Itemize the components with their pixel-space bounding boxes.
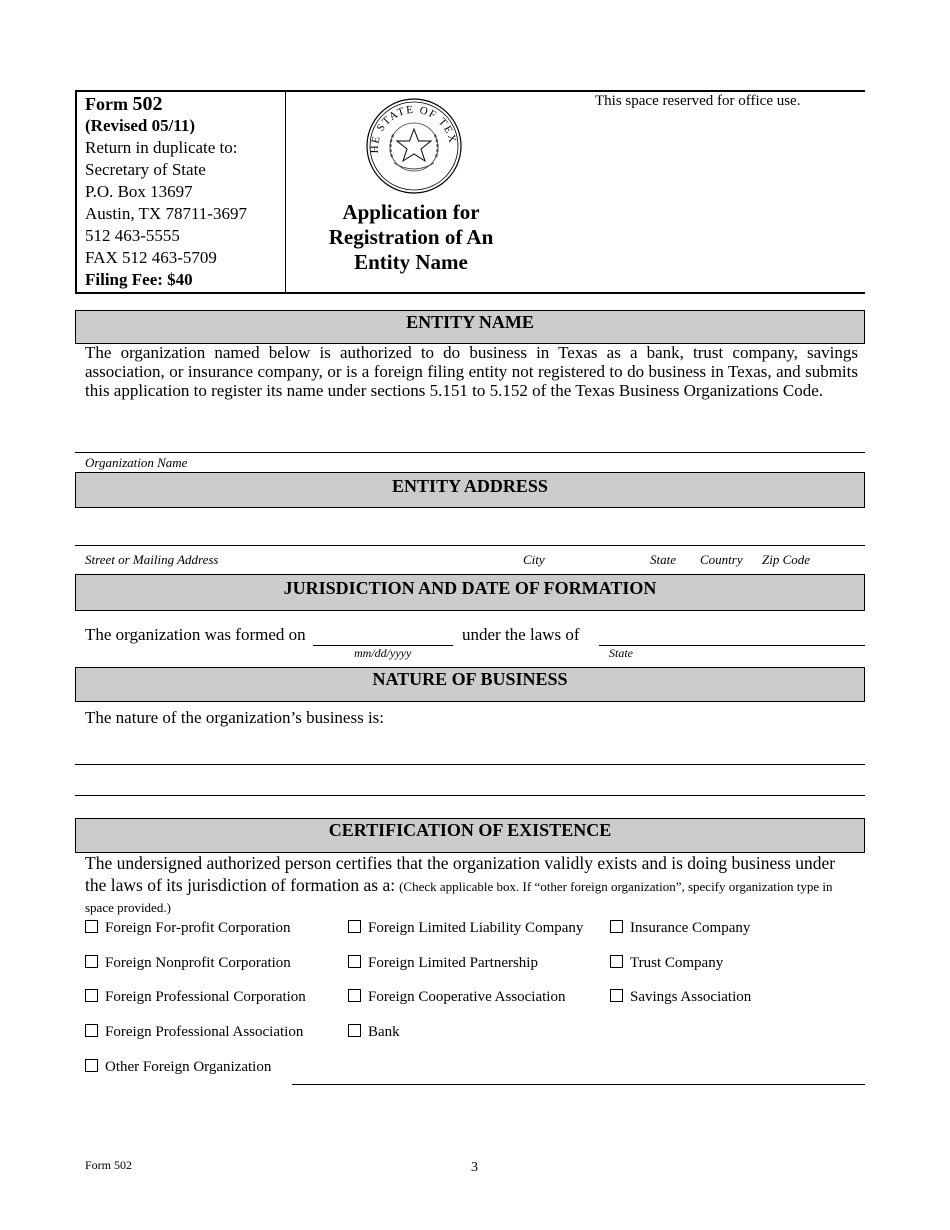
- formation-state-field[interactable]: [599, 645, 865, 646]
- title-line: Registration of An: [328, 225, 494, 249]
- checkbox-label: Foreign Professional Corporation: [105, 989, 306, 1005]
- form-label: Form: [85, 94, 128, 114]
- header-left-border: [75, 91, 77, 292]
- form-title: [300, 200, 522, 275]
- header-divider: [285, 91, 286, 292]
- checkbox-foreign-prof-assoc[interactable]: [85, 1024, 303, 1041]
- title-line: Application for: [342, 200, 480, 224]
- revised-date: (Revised 05/11): [85, 116, 196, 135]
- header-top-rule: [75, 90, 865, 92]
- checkbox-icon[interactable]: [85, 955, 98, 968]
- nature-field-line-2[interactable]: [75, 795, 865, 796]
- checkbox-label: Trust Company: [630, 955, 724, 971]
- city-label: City: [523, 552, 545, 567]
- certification-heading: CERTIFICATION OF EXISTENCE: [75, 818, 865, 853]
- address-field[interactable]: [75, 545, 865, 546]
- checkbox-bank[interactable]: [348, 1024, 400, 1041]
- checkbox-label: Foreign Limited Liability Company: [368, 920, 584, 936]
- zip-label: Zip Code: [762, 552, 811, 567]
- formation-state-label: State: [609, 646, 633, 660]
- jurisdiction-heading: JURISDICTION AND DATE OF FORMATION: [75, 574, 865, 611]
- return-line: P.O. Box 13697: [85, 182, 193, 201]
- checkbox-foreign-nonprofit[interactable]: [85, 955, 291, 972]
- checkbox-foreign-prof-corp[interactable]: [85, 989, 306, 1006]
- checkbox-icon[interactable]: [85, 920, 98, 933]
- texas-seal-icon: [364, 97, 464, 195]
- checkbox-icon[interactable]: [85, 1024, 98, 1037]
- other-organization-type-field[interactable]: [292, 1084, 865, 1085]
- checkbox-label: Foreign Professional Association: [105, 1024, 304, 1040]
- checkbox-icon[interactable]: [348, 1024, 361, 1037]
- checkbox-foreign-llc[interactable]: [348, 920, 583, 937]
- entity-address-heading: ENTITY ADDRESS: [75, 472, 865, 508]
- checkbox-trust[interactable]: [610, 955, 723, 972]
- footer-form-label: Form 502: [85, 1158, 133, 1172]
- checkbox-icon[interactable]: [610, 989, 623, 1002]
- formed-on-text: The organization was formed on: [85, 625, 306, 644]
- form-number: 502: [132, 93, 163, 115]
- checkbox-label: Foreign Limited Partnership: [368, 955, 538, 971]
- return-line: FAX 512 463-5709: [85, 248, 217, 267]
- checkbox-icon[interactable]: [348, 955, 361, 968]
- checkbox-icon[interactable]: [85, 989, 98, 1002]
- certification-text: [85, 853, 860, 918]
- return-line: Secretary of State: [85, 160, 206, 179]
- checkbox-icon[interactable]: [610, 955, 623, 968]
- return-line: Return in duplicate to:: [85, 138, 238, 157]
- checkbox-label: Foreign Cooperative Association: [368, 989, 566, 1005]
- checkbox-foreign-for-profit[interactable]: [85, 920, 291, 937]
- certification-main-text: The undersigned authorized person certifies that the organization validly exists and is doing business under the laws of its jurisdiction of formation as a:: [85, 853, 836, 895]
- country-label: Country: [700, 552, 743, 567]
- checkbox-label: Foreign For-profit Corporation: [105, 920, 291, 936]
- checkbox-icon[interactable]: [85, 1059, 98, 1072]
- checkbox-label: Insurance Company: [630, 920, 751, 936]
- entity-name-paragraph: The organization named below is authorized to do business in Texas as a bank, trust company, savings association, or insurance company, or is a foreign filing entity not registered to do business in Texas, and submits this application to register its name under sections 5.151 to 5.152 of the Texas Business Organizations Code.: [85, 343, 858, 400]
- header-bottom-rule: [75, 292, 865, 294]
- checkbox-foreign-lp[interactable]: [348, 955, 538, 972]
- page-number: 3: [471, 1160, 478, 1175]
- checkbox-insurance[interactable]: [610, 920, 750, 937]
- entity-name-heading: ENTITY NAME: [75, 310, 865, 344]
- title-line: Entity Name: [354, 250, 468, 274]
- nature-field-line-1[interactable]: [75, 764, 865, 765]
- form-info-block: [85, 93, 280, 291]
- nature-heading: NATURE OF BUSINESS: [75, 667, 865, 702]
- return-line: 512 463-5555: [85, 226, 180, 245]
- office-use-note: This space reserved for office use.: [595, 93, 801, 109]
- under-laws-text: under the laws of: [462, 625, 580, 644]
- organization-name-field[interactable]: [75, 452, 865, 453]
- organization-name-label: Organization Name: [85, 455, 188, 470]
- date-format-label: mm/dd/yyyy: [354, 646, 412, 660]
- certification-note: (Check applicable box. If “other foreign organization”, specify organization type in space provided.): [85, 879, 833, 915]
- checkbox-other[interactable]: [85, 1059, 271, 1076]
- checkbox-label: Foreign Nonprofit Corporation: [105, 955, 291, 971]
- checkbox-label: Bank: [368, 1024, 400, 1040]
- return-line: Austin, TX 78711-3697: [85, 204, 247, 223]
- checkbox-label: Other Foreign Organization: [105, 1059, 272, 1075]
- checkbox-icon[interactable]: [348, 920, 361, 933]
- checkbox-icon[interactable]: [348, 989, 361, 1002]
- street-label: Street or Mailing Address: [85, 552, 219, 567]
- checkbox-label: Savings Association: [630, 989, 752, 1005]
- svg-text:THE STATE OF TEXAS: HE STATE OF TEX: [368, 103, 459, 154]
- checkbox-icon[interactable]: [610, 920, 623, 933]
- checkbox-savings[interactable]: [610, 989, 751, 1006]
- state-label: State: [650, 552, 676, 567]
- filing-fee: Filing Fee: $40: [85, 270, 193, 289]
- checkbox-foreign-coop[interactable]: [348, 989, 565, 1006]
- nature-text: The nature of the organization’s business is:: [85, 708, 385, 727]
